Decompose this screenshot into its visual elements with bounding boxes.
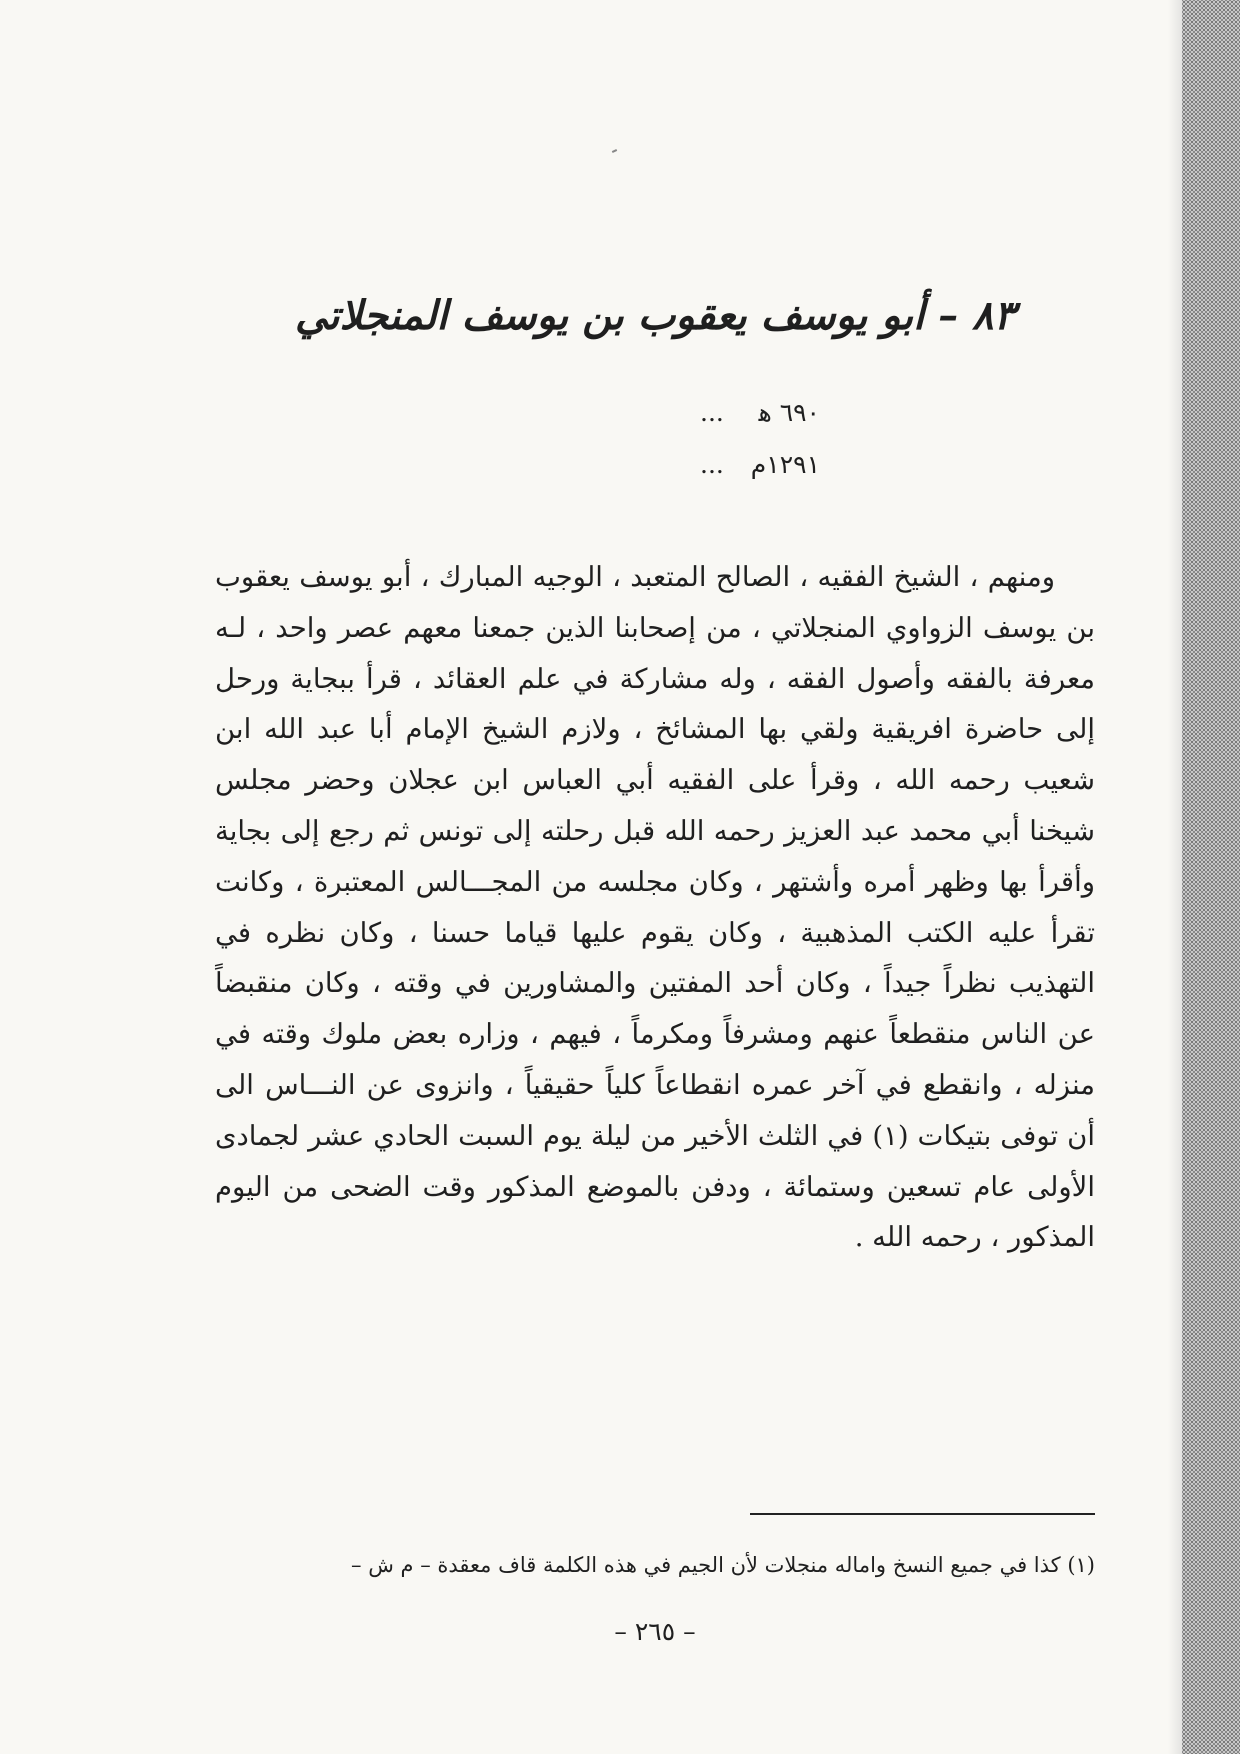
page-number: – ٢٦٥ – bbox=[614, 1617, 696, 1646]
footnote: (١) كذا في جميع النسخ واماله منجلات لأن الجيم في هذه الكلمة قاف معقدة – م ش – bbox=[351, 1553, 1095, 1577]
body-paragraph bbox=[215, 552, 1095, 1263]
scan-speck bbox=[612, 149, 617, 153]
gregorian-date-line bbox=[700, 450, 820, 479]
hijri-year: ٦٩٠ ﻫ bbox=[758, 398, 820, 427]
entry-heading: ٨٣ – أبو يوسف يعقوب بن يوسف المنجلاتي bbox=[294, 292, 1016, 339]
footnote-separator bbox=[750, 1513, 1095, 1515]
hijri-unknown-birth: ... bbox=[700, 398, 724, 427]
body-text: ومنهم ، الشيخ الفقيه ، الصالح المتعبد ، الوجيه المبارك ، أبو يوسف يعقوب بن يوسف الزواوي المنجلاتي ، من إصحابنا الذين جمعنا معهم عصر واحد ، لـه معرفة بالفقه وأصول الفقه ، وله مشاركة في علم العقائد ، قرأ ببجاية ورحل إلى حاضرة افريقية ولقي بها المشائخ ، ولازم الشيخ الإمام أبا عبد الله ابن شعيب رحمه الله ، وقرأ على الفقيه أبي العباس ابن عجلان وحضر مجلس شيخنا أبي محمد عبد العزيز رحمه الله قبل رحلته إلى تونس ثم رجع إلى بجاية وأقرأ بها وظهر أمره وأشتهر ، وكان مجلسه من المجـــالس المعتبرة ، وكانت تقرأ عليه الكتب المذهبية ، وكان يقوم عليها قياما حسنا ، وكان نظره في التهذيب نظراً جيداً ، وكان أحد المفتين والمشاورين في وقته ، وكان منقبضاً عن الناس منقطعاً عنهم ومشرفاً ومكرماً ، فيهم ، وزاره بعض ملوك وقته في منزله ، وانقطع في آخر عمره انقطاعاً كلياً حقيقياً ، وانزوى عن النـــاس الى أن توفى بتيكات (١) في الثلث الأخير من ليلة يوم السبت الحادي عشر لجمادى الأولى عام تسعين وستمائة ، ودفن بالموضع المذكور وقت الضحى من اليوم المذكور ، رحمه الله . bbox=[215, 561, 1096, 1254]
hijri-date-line bbox=[700, 398, 820, 427]
gregorian-year: ١٢٩١م bbox=[750, 450, 820, 479]
scan-edge-shading bbox=[1182, 0, 1240, 1754]
gregorian-unknown-birth: ... bbox=[700, 450, 724, 479]
